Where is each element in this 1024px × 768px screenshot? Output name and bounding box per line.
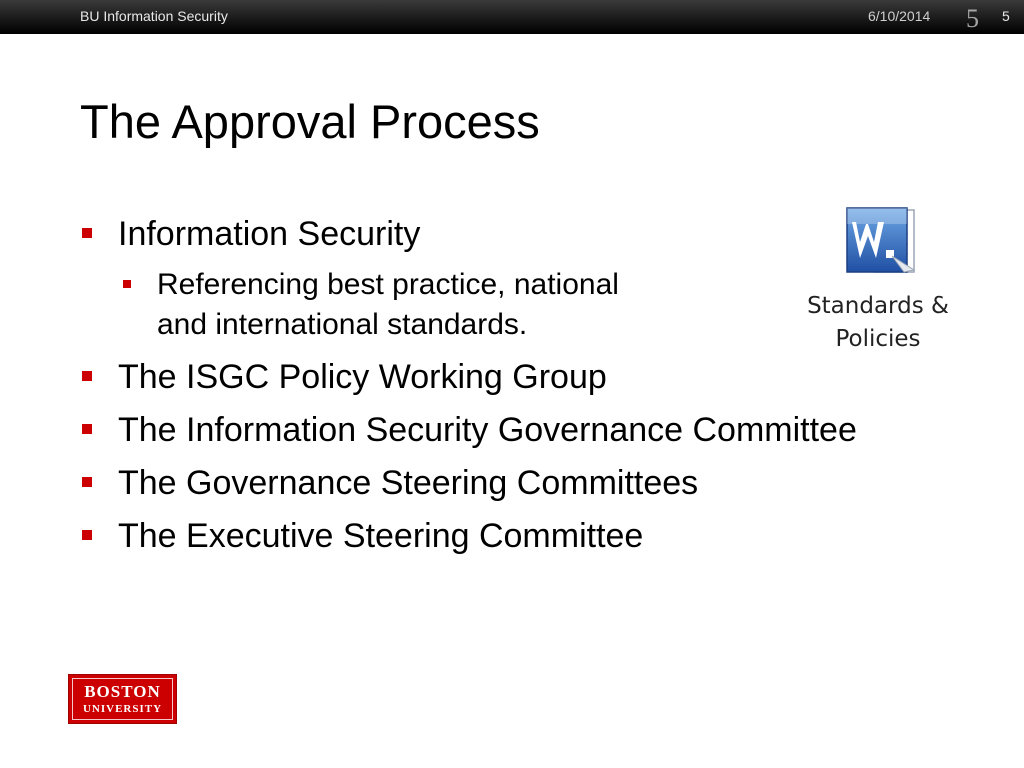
bullet-text: The ISGC Policy Working Group	[118, 358, 607, 396]
logo-text-line1: BOSTON	[84, 682, 161, 701]
bullet-square-icon	[82, 477, 92, 487]
bullet-square-icon	[82, 228, 92, 238]
word-document-icon	[844, 206, 918, 276]
document-caption-line2: Policies	[835, 326, 921, 352]
slide-header-bar	[0, 0, 1024, 34]
bullet-square-icon	[82, 371, 92, 381]
bullet-text: The Information Security Governance Committee	[118, 411, 857, 449]
header-date: 6/10/2014	[868, 8, 931, 24]
header-slide-number-decor: 5	[966, 4, 979, 33]
bullet-square-icon	[123, 280, 131, 288]
bullet-square-icon	[82, 530, 92, 540]
bullet-text: The Governance Steering Committees	[118, 464, 699, 502]
boston-university-logo	[68, 674, 177, 724]
bullet-text: The Executive Steering Committee	[118, 517, 644, 555]
header-organization: BU Information Security	[80, 8, 228, 24]
document-caption-line1: Standards &	[807, 293, 949, 319]
sub-bullet-text-line1: Referencing best practice, national	[157, 268, 619, 301]
document-caption	[800, 290, 956, 356]
bullet-square-icon	[82, 424, 92, 434]
sub-bullet-text-line2: and international standards.	[157, 308, 528, 341]
logo-text-line2: UNIVERSITY	[82, 703, 163, 715]
header-slide-number: 5	[1002, 8, 1010, 24]
slide-title: The Approval Process	[80, 95, 540, 148]
bullet-text: Information Security	[118, 215, 421, 253]
